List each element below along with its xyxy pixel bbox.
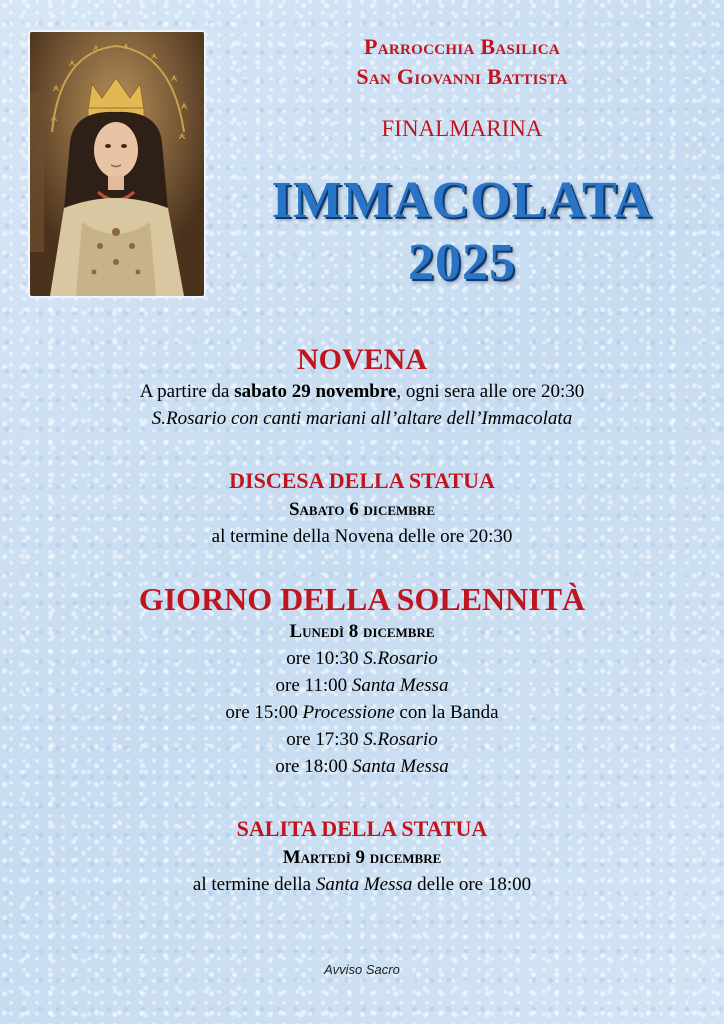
event-name: Processione [302, 702, 395, 723]
salita-note-mass: Santa Messa [315, 874, 413, 895]
salita-note [0, 871, 724, 898]
event-extra: con la Banda [394, 702, 499, 723]
salita-note-post: delle ore 18:00 [412, 874, 532, 895]
novena-schedule [0, 378, 724, 405]
solennita-section [0, 580, 724, 780]
event-name: Santa Messa [351, 675, 449, 696]
event-title [220, 170, 704, 294]
parish-name [220, 32, 704, 92]
parish-line-2: San Giovanni Battista [356, 64, 568, 89]
event-name: S.Rosario [363, 648, 438, 669]
discesa-date: Sabato 6 dicembre [288, 499, 436, 520]
madonna-statue-image [28, 30, 206, 298]
novena-section [0, 342, 724, 432]
event-name: Santa Messa [352, 756, 449, 777]
novena-line-post: , ogni sera alle ore 20:30 [396, 381, 585, 402]
event-time: ore 15:00 [225, 702, 303, 723]
solennita-date: Lunedì 8 dicembre [289, 621, 435, 642]
event-name: S.Rosario [363, 729, 438, 750]
title-text: IMMACOLATA [271, 172, 653, 229]
event-item [0, 645, 724, 672]
event-time: ore 10:30 [286, 648, 364, 669]
salita-section [0, 814, 724, 898]
novena-start-date: sabato 29 novembre [234, 381, 397, 402]
salita-heading: SALITA DELLA STATUA [236, 816, 488, 841]
statue-illustration [30, 32, 204, 296]
solennita-heading: GIORNO DELLA SOLENNITÀ [138, 581, 586, 617]
event-item [0, 699, 724, 726]
parish-line-1: Parrocchia Basilica [364, 34, 560, 59]
event-time: ore 18:00 [275, 756, 353, 777]
event-item [0, 672, 724, 699]
salita-note-pre: al termine della [192, 874, 316, 895]
novena-heading: NOVENA [296, 343, 427, 376]
event-item [0, 726, 724, 753]
discesa-section [0, 466, 724, 550]
salita-date: Martedì 9 dicembre [282, 847, 442, 868]
discesa-heading: DISCESA DELLA STATUA [229, 468, 495, 493]
footer-label: Avviso Sacro [324, 962, 400, 977]
discesa-note: al termine della Novena delle ore 20:30 [211, 526, 513, 547]
novena-subline: S.Rosario con canti mariani all’altare dell’Immacolata [151, 408, 573, 429]
event-time: ore 11:00 [275, 675, 352, 696]
title-year: 2025 [408, 234, 516, 291]
event-item [0, 753, 724, 780]
event-time: ore 17:30 [286, 729, 364, 750]
novena-line-pre: A partire da [139, 381, 235, 402]
place-name: FINALMARINA [381, 116, 543, 141]
